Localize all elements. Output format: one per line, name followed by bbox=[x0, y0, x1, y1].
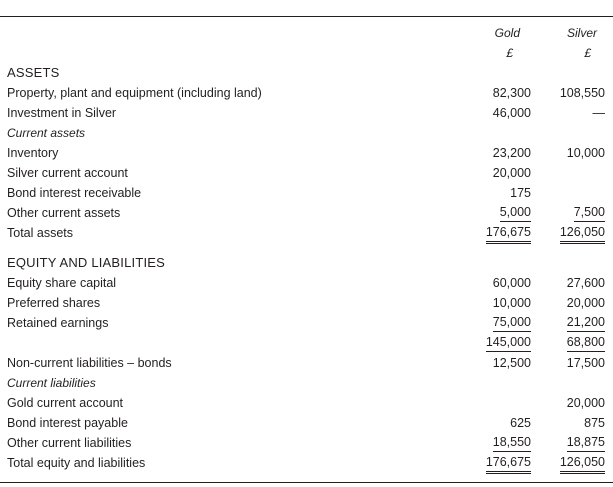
silver-value: 7,500 bbox=[574, 203, 605, 222]
table-row bbox=[0, 123, 613, 143]
table-row bbox=[0, 143, 613, 163]
silver-value: 875 bbox=[584, 416, 605, 430]
table-row bbox=[0, 183, 613, 203]
table-row bbox=[0, 333, 613, 353]
table-row bbox=[0, 253, 613, 273]
row-label: Total assets bbox=[7, 226, 74, 240]
silver-value: 21,200 bbox=[567, 313, 605, 332]
silver-column-header: Silver bbox=[566, 26, 597, 40]
gold-value: 625 bbox=[510, 416, 531, 430]
row-label: Investment in Silver bbox=[7, 106, 117, 120]
row-label: Property, plant and equipment (including land) bbox=[7, 86, 262, 100]
silver-value: 126,050 bbox=[560, 453, 605, 474]
section-heading: ASSETS bbox=[7, 65, 60, 80]
silver-value: 20,000 bbox=[566, 296, 605, 310]
table-row bbox=[0, 103, 613, 123]
gold-value: 23,200 bbox=[492, 146, 531, 160]
row-label: Bond interest payable bbox=[7, 416, 128, 430]
gold-value: 75,000 bbox=[493, 313, 531, 332]
table-row bbox=[0, 433, 613, 453]
table-row bbox=[0, 293, 613, 313]
row-label: Equity share capital bbox=[7, 276, 117, 290]
table-row bbox=[0, 453, 613, 473]
row-label: Inventory bbox=[7, 146, 59, 160]
gold-column-header: Gold bbox=[494, 26, 520, 40]
gold-value: 82,300 bbox=[492, 86, 531, 100]
gold-value: 10,000 bbox=[492, 296, 531, 310]
table-row bbox=[0, 393, 613, 413]
table-row bbox=[0, 203, 613, 223]
row-label: Other current assets bbox=[7, 206, 121, 220]
silver-value: 18,875 bbox=[567, 433, 605, 452]
gold-value: 176,675 bbox=[486, 223, 531, 244]
row-label: Bond interest receivable bbox=[7, 186, 142, 200]
row-label: Gold current account bbox=[7, 396, 124, 410]
silver-value: 10,000 bbox=[566, 146, 605, 160]
table-row bbox=[0, 273, 613, 293]
gold-value: 20,000 bbox=[492, 166, 531, 180]
row-label: Other current liabilities bbox=[7, 436, 132, 450]
subsection-heading: Current liabilities bbox=[7, 376, 96, 390]
table-row bbox=[0, 63, 613, 83]
table-row bbox=[0, 223, 613, 243]
row-label: Silver current account bbox=[7, 166, 128, 180]
silver-value: 27,600 bbox=[566, 276, 605, 290]
top-rule bbox=[0, 16, 613, 17]
row-label: Retained earnings bbox=[7, 316, 109, 330]
gold-value: 60,000 bbox=[492, 276, 531, 290]
gold-value: 175 bbox=[510, 186, 531, 200]
gold-value: 145,000 bbox=[486, 333, 531, 352]
table-row bbox=[0, 413, 613, 433]
gold-value: 5,000 bbox=[500, 203, 531, 222]
table-row bbox=[0, 313, 613, 333]
bottom-rule bbox=[0, 482, 613, 483]
row-label: Non-current liabilities – bonds bbox=[7, 356, 172, 370]
gold-value: 176,675 bbox=[486, 453, 531, 474]
silver-value: 20,000 bbox=[566, 396, 605, 410]
silver-value: — bbox=[592, 106, 605, 120]
gold-value: 46,000 bbox=[492, 106, 531, 120]
gold-value: 18,550 bbox=[493, 433, 531, 452]
row-label: Total equity and liabilities bbox=[7, 456, 146, 470]
silver-value: 17,500 bbox=[566, 356, 605, 370]
silver-value: 68,800 bbox=[567, 333, 605, 352]
gold-value: 12,500 bbox=[492, 356, 531, 370]
table-row bbox=[0, 353, 613, 373]
section-heading: EQUITY AND LIABILITIES bbox=[7, 255, 166, 270]
silver-value: 108,550 bbox=[559, 86, 605, 100]
row-label: Preferred shares bbox=[7, 296, 101, 310]
silver-currency-label: £ bbox=[584, 46, 591, 60]
table-row bbox=[0, 83, 613, 103]
silver-value: 126,050 bbox=[560, 223, 605, 244]
gold-currency-label: £ bbox=[506, 46, 513, 60]
table-row bbox=[0, 373, 613, 393]
table-row bbox=[0, 163, 613, 183]
subsection-heading: Current assets bbox=[7, 126, 86, 140]
